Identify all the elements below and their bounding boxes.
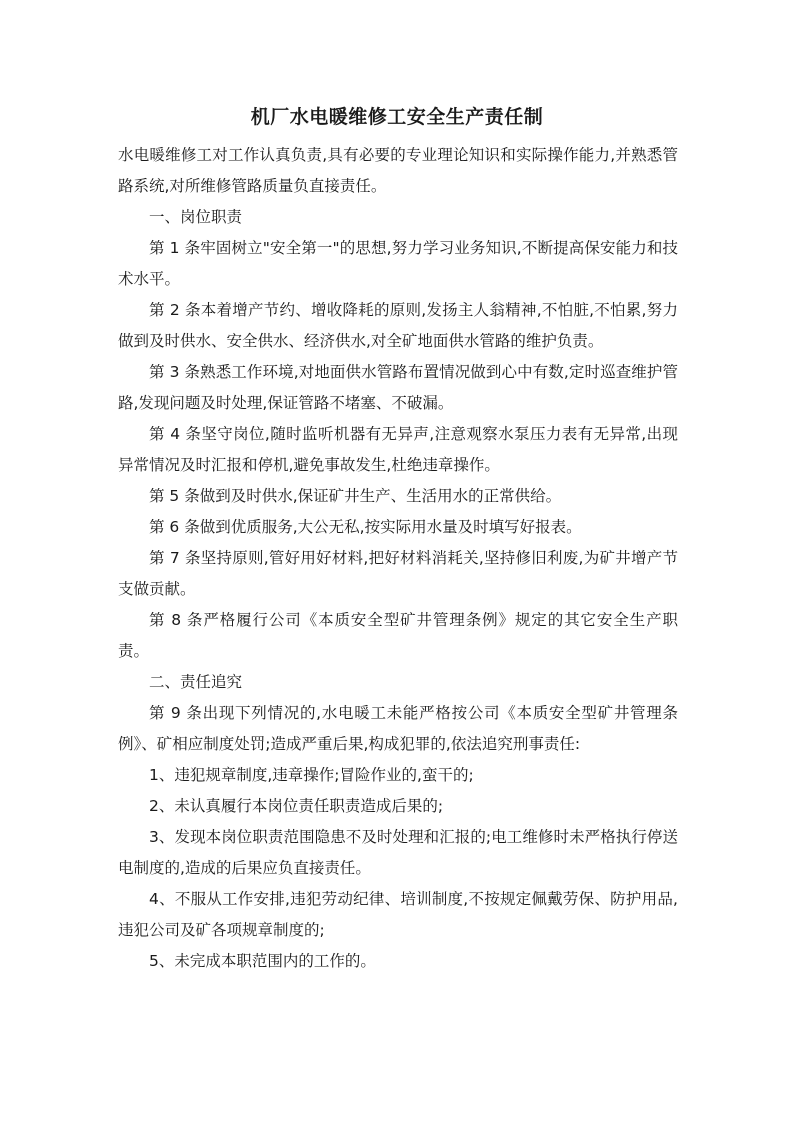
article-2: 第 2 条本着增产节约、增收降耗的原则,发扬主人翁精神,不怕脏,不怕累,努力做到及时供水、安全供水、经济供水,对全矿地面供水管路的维护负责。 — [118, 301, 678, 350]
section-heading-duties: 一、岗位职责 — [149, 208, 243, 226]
article-3: 第 3 条熟悉工作环境,对地面供水管路布置情况做到心中有数,定时巡查维护管路,发现问题及时处理,保证管路不堵塞、不破漏。 — [118, 363, 678, 412]
article-1: 第 1 条牢固树立"安全第一"的思想,努力学习业务知识,不断提高保安能力和技术水平。 — [118, 239, 678, 288]
list-item-3: 3、发现本岗位职责范围隐患不及时处理和汇报的;电工维修时未严格执行停送电制度的,造成的后果应负直接责任。 — [118, 828, 678, 877]
article-9: 第 9 条出现下列情况的,水电暖工未能严格按公司《本质安全型矿井管理条例》、矿相应制度处罚;造成严重后果,构成犯罪的,依法追究刑事责任: — [118, 704, 678, 753]
section-heading-accountability: 二、责任追究 — [149, 673, 243, 691]
article-8: 第 8 条严格履行公司《本质安全型矿井管理条例》规定的其它安全生产职责。 — [118, 611, 678, 660]
list-item-2: 2、未认真履行本岗位责任职责造成后果的; — [149, 797, 444, 815]
article-4: 第 4 条坚守岗位,随时监听机器有无异声,注意观察水泵压力表有无异常,出现异常情况及时汇报和停机,避免事故发生,杜绝违章操作。 — [118, 425, 678, 474]
list-item-1: 1、违犯规章制度,违章操作;冒险作业的,蛮干的; — [149, 766, 474, 784]
list-item-5: 5、未完成本职范围内的工作的。 — [149, 952, 376, 970]
document-body — [118, 140, 678, 977]
article-6: 第 6 条做到优质服务,大公无私,按实际用水量及时填写好报表。 — [149, 518, 582, 536]
article-7: 第 7 条坚持原则,管好用好材料,把好材料消耗关,坚持修旧利废,为矿井增产节支做贡献。 — [118, 549, 678, 598]
intro-paragraph: 水电暖维修工对工作认真负责,具有必要的专业理论知识和实际操作能力,并熟悉管路系统,对所维修管路质量负直接责任。 — [118, 146, 678, 195]
document-title: 机厂水电暖维修工安全生产责任制 — [250, 106, 544, 128]
article-5: 第 5 条做到及时供水,保证矿井生产、生活用水的正常供给。 — [149, 487, 562, 505]
list-item-4: 4、不服从工作安排,违犯劳动纪律、培训制度,不按规定佩戴劳保、防护用品,违犯公司及矿各项规章制度的; — [118, 890, 678, 939]
